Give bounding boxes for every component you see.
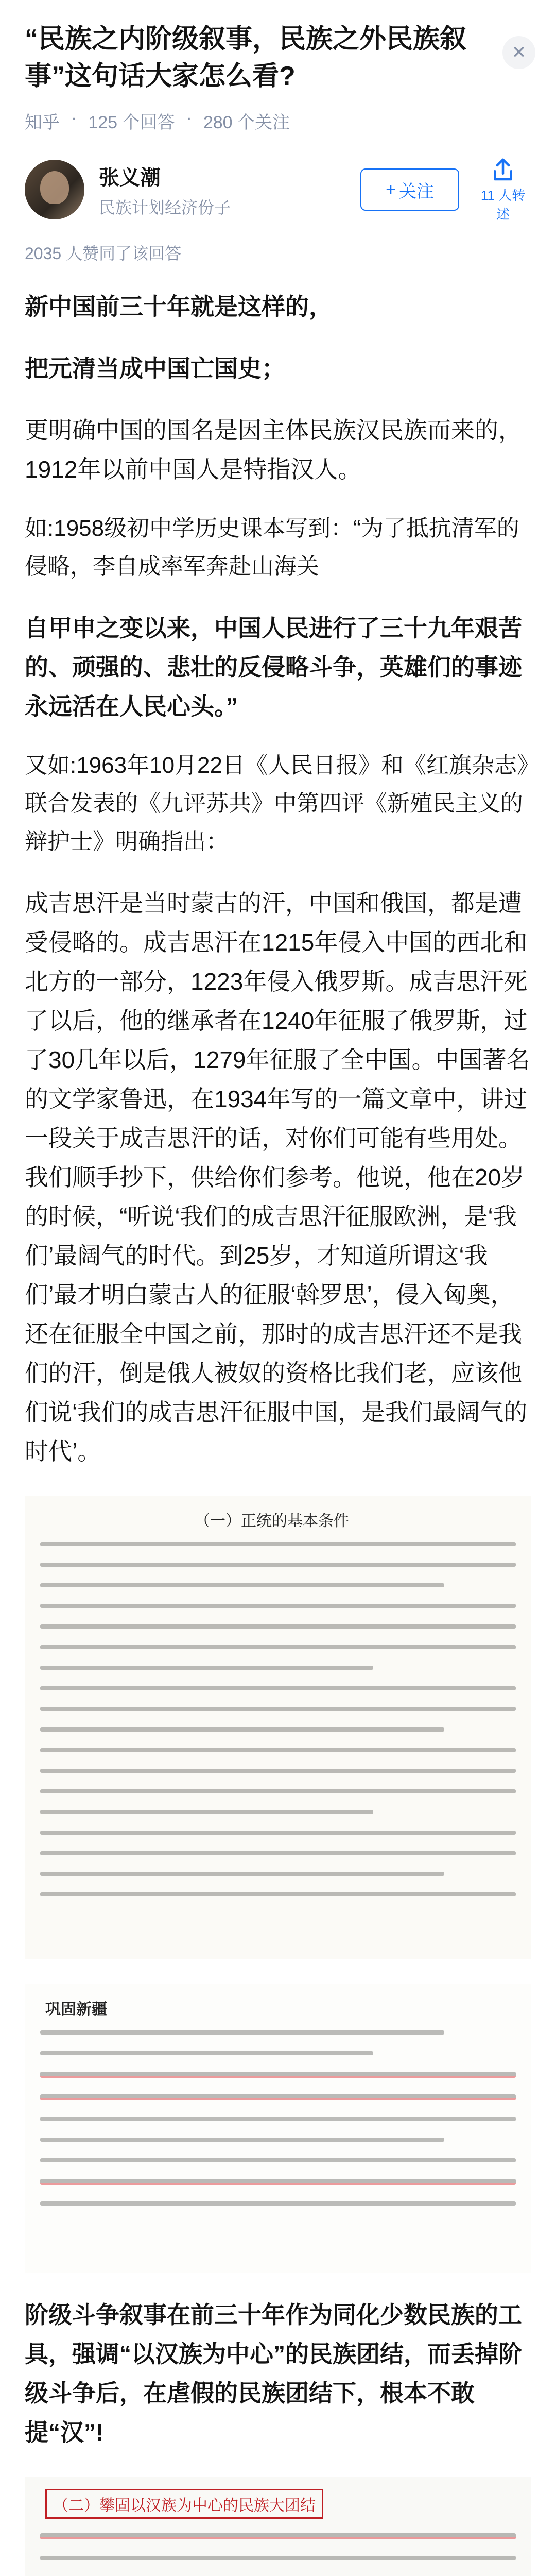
agree-count: 2035 人赞同了该回答: [25, 244, 182, 263]
author-bio: 民族计划经济份子: [99, 198, 231, 217]
paragraph: 自甲申之变以来，中国人民进行了三十九年艰苦的、顽强的、悲壮的反侵略斗争，英雄们的事迹永远活在人民心头。”: [25, 615, 522, 720]
close-icon: ✕: [511, 43, 527, 62]
question-title[interactable]: “民族之内阶级叙事，民族之外民族叙事”这句话大家怎么看?: [25, 24, 467, 91]
meta-dot: ·: [186, 108, 192, 128]
paragraph: 更明确中国的国名是因主体民族汉民族而来的，1912年以前中国人是特指汉人。: [25, 417, 522, 483]
meta-dot: ·: [71, 108, 77, 128]
repost-button[interactable]: [475, 156, 531, 223]
image-heading: （二）攀固以汉族为中心的民族大团结: [45, 2489, 323, 2519]
quote: 又如:1963年10月22日《人民日报》和《红旗杂志》联合发表的《九评苏共》中第四评《新殖民主义的辩护士》明确指出：: [25, 753, 528, 854]
meta-source[interactable]: 知乎: [25, 113, 60, 132]
image-heading: （一）正统的基本条件: [195, 1512, 349, 1530]
meta-followers: 280 个关注: [203, 113, 290, 132]
close-button[interactable]: [502, 36, 535, 69]
follow-label: 关注: [398, 181, 434, 201]
document-image[interactable]: [25, 1984, 531, 2273]
document-image[interactable]: [25, 2477, 531, 2576]
paragraph: 成吉思汗是当时蒙古的汗，中国和俄国，都是遭受侵略的。成吉思汗在1215年侵入中国的西北和北方的一部分，1223年侵入俄罗斯。成吉思汗死了以后，他的继承者在1240年征服了俄罗斯，过了30几年以后，1279年征服了全中国。中国著名的文学家鲁迅，在1934年写的一篇文章中，讲过一段关于成吉思汗的话，对你们可能有些用处。我们顺手抄下，供给你们参考。他说，他在20岁的时候，“听说‘我们的成吉思汗征服欧洲，是‘我们’最阔气的时代。到25岁，才知道所谓这‘我们’最才明白蒙古人的征服‘斡罗思’，侵入匈奥，还在征服全中国之前，那时的成吉思汗还不是我们的汗，倒是俄人被奴的资格比我们老，应该他们说‘我们的成吉思汗征服中国，是我们最阔气的时代’。: [25, 890, 530, 1465]
paragraph: 把元清当成中国亡国史；: [25, 355, 285, 382]
document-image[interactable]: [25, 1496, 531, 1959]
repost-count: 11 人转述: [480, 188, 526, 222]
question-meta: [25, 108, 531, 133]
author-name[interactable]: 张义潮: [99, 166, 161, 189]
question-header: [0, 0, 556, 133]
follow-button[interactable]: [360, 168, 459, 211]
paragraph: 新中国前三十年就是这样的，: [25, 293, 333, 320]
image-heading: 巩固新疆: [45, 2001, 107, 2019]
plus-icon: +: [386, 179, 396, 199]
author-row: [0, 133, 556, 223]
author-info: [99, 161, 360, 218]
paragraph: 阶级斗争叙事在前三十年作为同化少数民族的工具，强调“以汉族为中心”的民族团结，而丢掉阶级斗争后，在虐假的民族团结下，根本不敢提“汉”!: [25, 2301, 522, 2446]
repost-icon: [489, 156, 517, 184]
answer-content: [0, 287, 556, 2576]
meta-answers[interactable]: 125 个回答: [88, 113, 175, 132]
quote: 如:1958级初中学历史课本写到：“为了抵抗清军的侵略，李自成率军奔赴山海关: [25, 516, 519, 579]
avatar[interactable]: [25, 160, 84, 219]
